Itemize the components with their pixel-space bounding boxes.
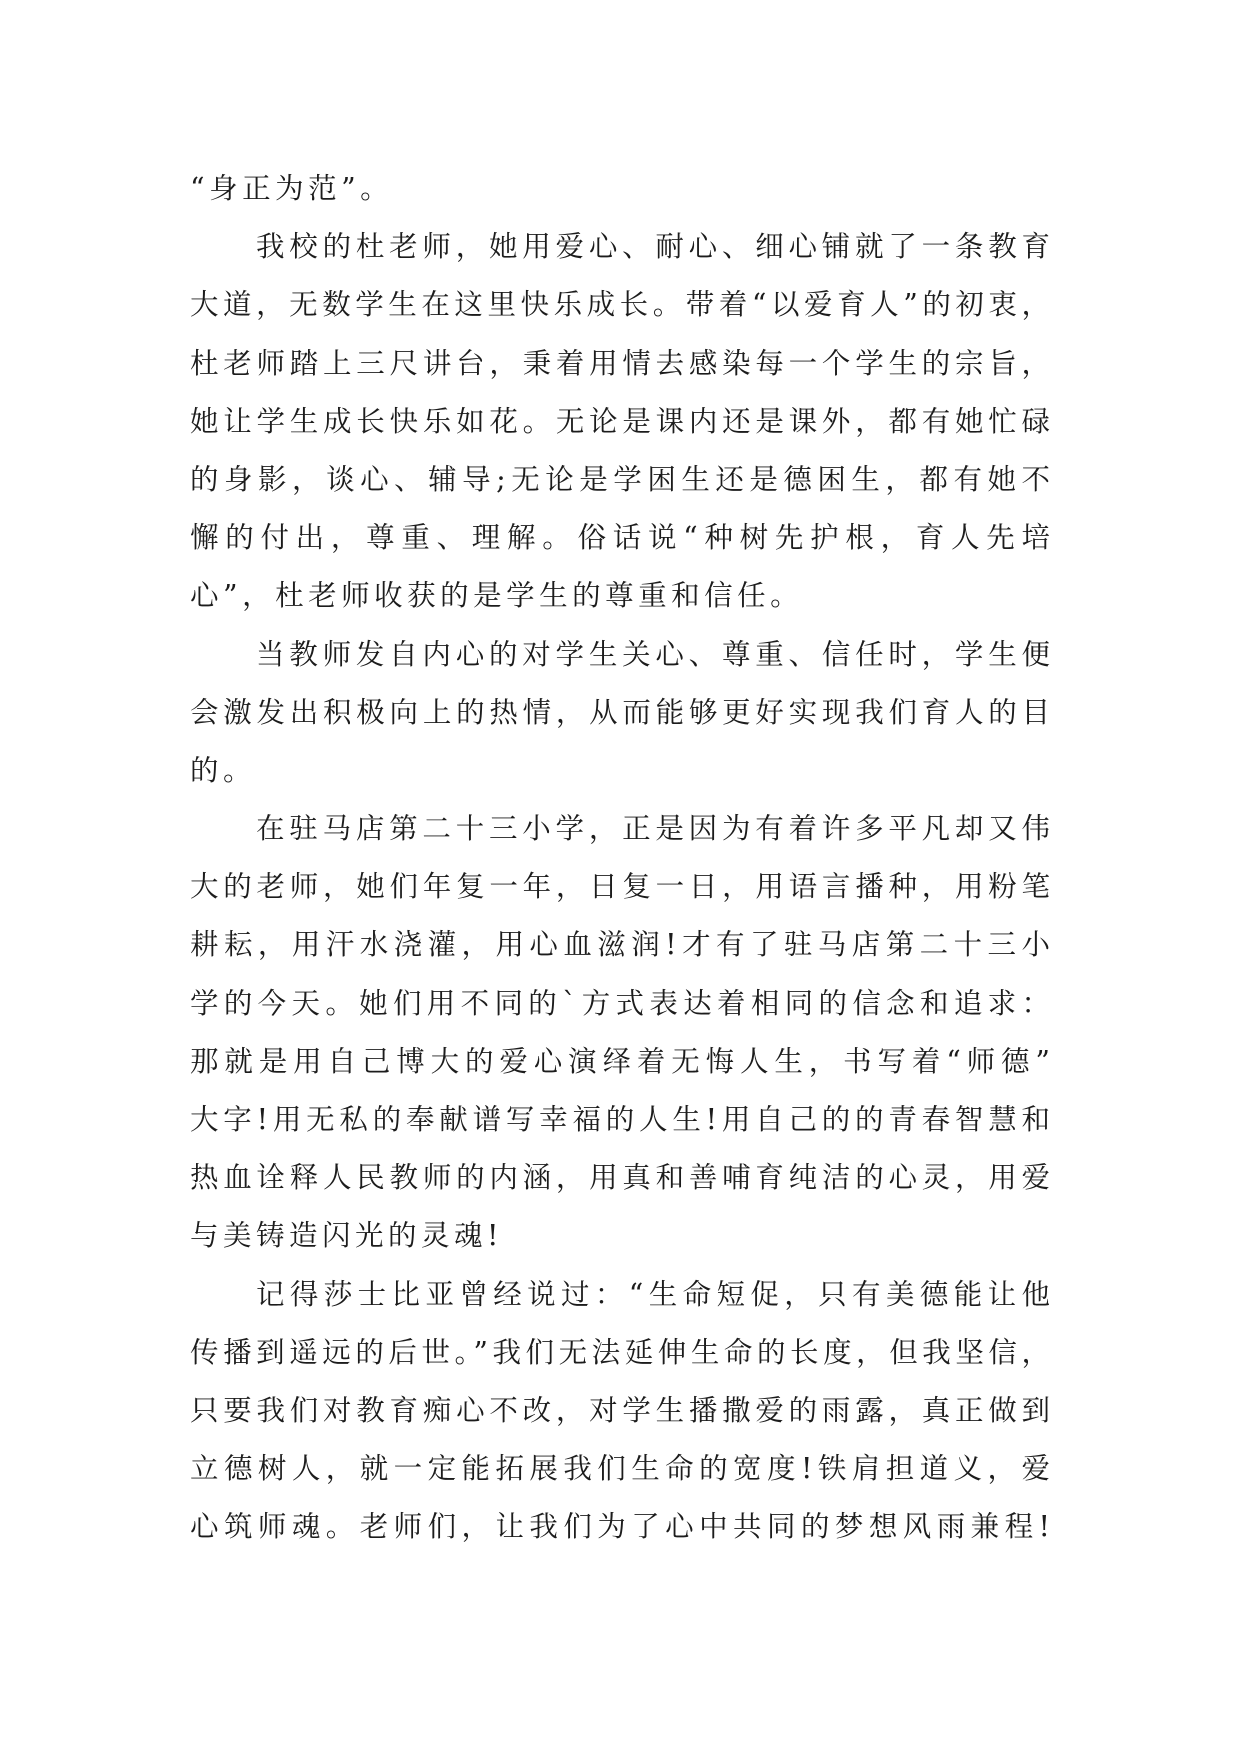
text-line: 立德树人，就一定能拓展我们生命的宽度!铁肩担道义，爱 <box>190 1452 1052 1486</box>
text-line: 那就是用自己博大的爱心演绎着无悔人生，书写着“师德” <box>190 1044 1052 1078</box>
text-line: “身正为范”。 <box>190 172 394 205</box>
paragraph-5 <box>190 1266 1052 1557</box>
paragraph-1 <box>190 160 1052 218</box>
paragraph-2 <box>190 218 1052 625</box>
text-line: 大字!用无私的奉献谱写幸福的人生!用自己的的青春智慧和 <box>190 1103 1052 1136</box>
text-line: 与美铸造闪光的灵魂! <box>190 1219 503 1253</box>
paragraph-4 <box>190 800 1052 1266</box>
text-line: 传播到遥远的后世。”我们无法延伸生命的长度，但我坚信， <box>190 1335 1052 1369</box>
text-line: 大的老师，她们年复一年，日复一日，用语言播种，用粉笔 <box>190 870 1052 904</box>
text-line: 懈的付出，尊重、理解。俗话说“种树先护根，育人先培 <box>190 521 1052 555</box>
text-line: 的。 <box>190 753 257 787</box>
text-line: 的身影，谈心、辅导;无论是学困生还是德困生，都有她不 <box>190 462 1052 496</box>
text-line: 记得莎士比亚曾经说过：“生命短促，只有美德能让他 <box>256 1277 1052 1311</box>
text-line: 杜老师踏上三尺讲台，秉着用情去感染每一个学生的宗旨， <box>190 346 1052 380</box>
text-line: 学的今天。她们用不同的`方式表达着相同的信念和追求： <box>190 986 1052 1020</box>
text-line: 在驻马店第二十三小学，正是因为有着许多平凡却又伟 <box>256 812 1052 846</box>
text-line: 心”，杜老师收获的是学生的尊重和信任。 <box>190 579 804 613</box>
text-line: 只要我们对教育痴心不改，对学生播撒爱的雨露，真正做到 <box>190 1393 1052 1427</box>
text-line: 会激发出积极向上的热情，从而能够更好实现我们育人的目 <box>190 695 1052 729</box>
text-line: 耕耘，用汗水浇灌，用心血滋润!才有了驻马店第二十三小 <box>190 928 1052 962</box>
document-body <box>190 160 1052 1557</box>
text-line: 当教师发自内心的对学生关心、尊重、信任时，学生便 <box>256 637 1052 671</box>
text-line: 大道，无数学生在这里快乐成长。带着“以爱育人”的初衷， <box>190 288 1052 322</box>
text-line: 热血诠释人民教师的内涵，用真和善哺育纯洁的心灵，用爱 <box>190 1161 1052 1195</box>
text-line: 她让学生成长快乐如花。无论是课内还是课外，都有她忙碌 <box>190 404 1052 438</box>
text-line: 我校的杜老师，她用爱心、耐心、细心铺就了一条教育 <box>256 230 1052 264</box>
paragraph-3 <box>190 626 1052 801</box>
text-line: 心筑师魂。老师们，让我们为了心中共同的梦想风雨兼程! <box>190 1510 1052 1544</box>
